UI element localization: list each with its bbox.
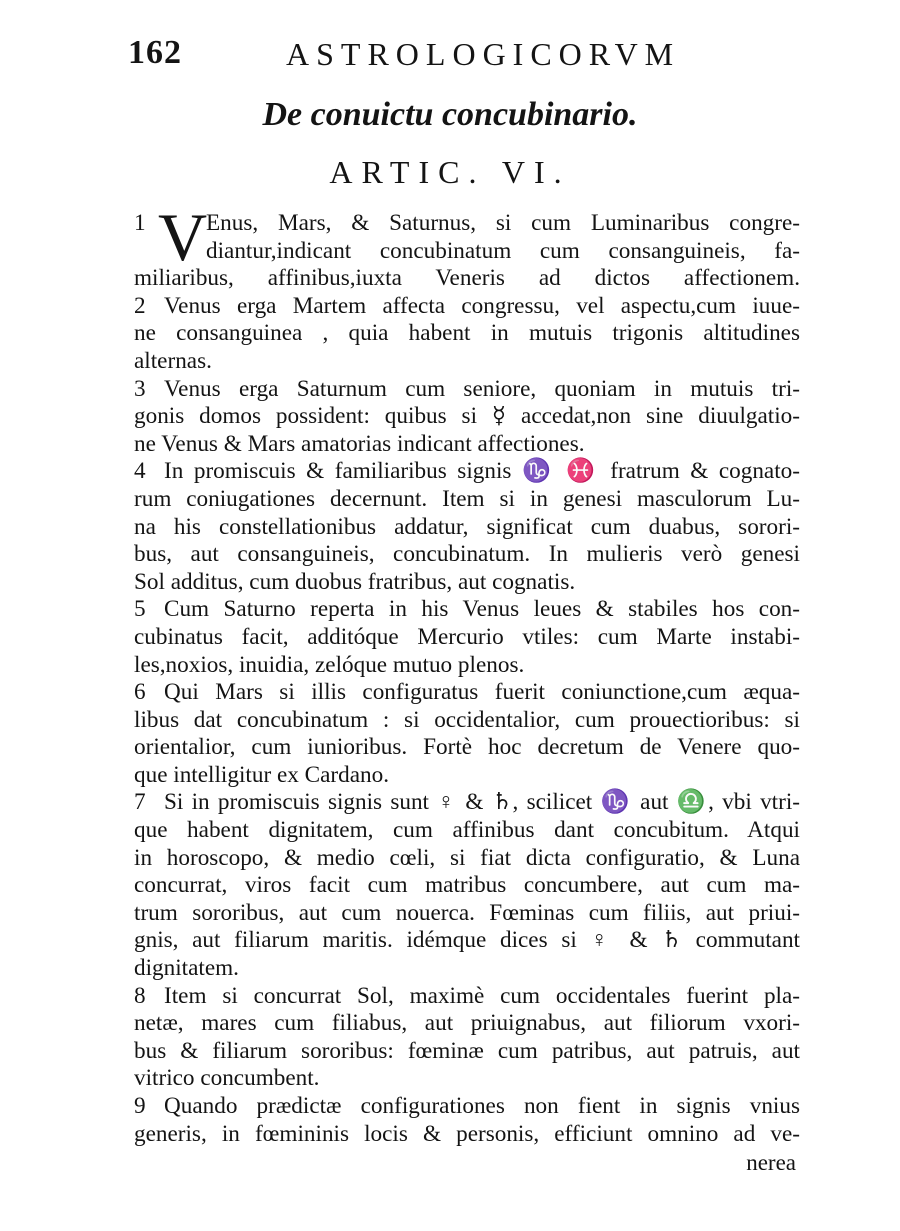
line-text: que habent dignitatem, cum affinibus dant concubitum. Atqui: [134, 817, 800, 844]
line-text: concurrat, viros facit cum matribus concumbere, aut cum ma-: [134, 872, 800, 899]
line-text: Si in promiscuis signis sunt ♀ & ♄, scilicet ♑ aut ♎, vbi vtri-: [164, 789, 800, 816]
text-line: [134, 569, 800, 597]
text-line: [134, 293, 800, 321]
line-text: que intelligitur ex Cardano.: [134, 761, 389, 788]
text-line: [134, 1010, 800, 1038]
text-line: [134, 624, 800, 652]
text-line: [134, 734, 800, 762]
line-text: vitrico concumbent.: [134, 1065, 320, 1092]
line-text: Venus erga Saturnum cum seniore, quoniam in mutuis tri-: [164, 375, 800, 402]
line-text: in horoscopo, & medio cœli, si fiat dicta configuratio, & Luna: [134, 844, 800, 871]
line-text: bus, aut consanguineis, concubinatum. In mulieris verò genesi: [134, 541, 800, 568]
line-text: Qui Mars si illis configuratus fuerit coniunctione,cum æqua-: [164, 679, 800, 706]
line-text: orientalior, cum iunioribus. Fortè hoc decretum de Venere quo-: [134, 734, 800, 761]
text-line: [134, 486, 800, 514]
text-line: [134, 817, 800, 845]
paragraph-number: 4: [134, 458, 146, 485]
line-text: na his constellationibus addatur, significat cum duabus, sorori-: [134, 513, 800, 540]
paragraph-number: 2: [134, 292, 146, 319]
line-text: Enus, Mars, & Saturnus, si cum Luminaribus congre-: [206, 210, 800, 236]
line-text: trum sororibus, aut cum nouerca. Fœminas cum filiis, aut priui-: [134, 899, 800, 926]
text-line: [134, 762, 800, 790]
text-line: [134, 541, 800, 569]
running-title: ASTROLOGICORVM: [286, 36, 681, 72]
text-line: [134, 872, 800, 900]
line-text: Sol additus, cum duobus fratribus, aut cognatis.: [134, 568, 576, 595]
line-text: bus & filiarum sororibus: fœminæ cum patribus, aut patruis, aut: [134, 1037, 800, 1064]
line-text: Item si concurrat Sol, maximè cum occidentales fuerint pla-: [164, 982, 800, 1009]
text-line: [134, 265, 800, 293]
text-line: [134, 1121, 800, 1149]
drop-cap: V: [158, 199, 208, 275]
line-text: libus dat concubinatum : si occidentalior, cum prouectioribus: si: [134, 706, 800, 733]
text-line: [134, 955, 800, 983]
text-line: [134, 845, 800, 873]
line-text: cubinatus facit, additóque Mercurio vtiles: cum Marte instabi-: [134, 623, 800, 650]
line-text: ne consanguinea , quia habent in mutuis trigonis altitudines: [134, 320, 800, 347]
text-line: [134, 458, 800, 486]
text-line: [134, 983, 800, 1011]
line-text: miliaribus, affinibus,iuxta Veneris ad dictos affectionem.: [134, 265, 800, 292]
text-line: [134, 376, 800, 404]
line-text: ne Venus & Mars amatorias indicant affectiones.: [134, 430, 585, 457]
page-number: 162: [128, 34, 182, 71]
text-line: [134, 652, 800, 680]
paragraph-number: 8: [134, 982, 146, 1009]
text-line: [134, 679, 800, 707]
text-line: [134, 927, 800, 955]
catchword: nerea: [746, 1150, 796, 1175]
paragraph-number: 6: [134, 679, 146, 706]
line-text: In promiscuis & familiaribus signis ♑ ♓ fratrum & cognato-: [164, 458, 800, 485]
text-line: [134, 403, 800, 431]
text-line: [134, 238, 800, 266]
text-line: [134, 514, 800, 542]
line-text: les,noxios, inuidia, zelóque mutuo plenos.: [134, 651, 525, 678]
paragraph-number: 5: [134, 596, 146, 623]
paragraph-number: 9: [134, 1093, 146, 1119]
line-text: dignitatem.: [134, 955, 239, 982]
text-line: [134, 900, 800, 928]
running-head: [128, 34, 808, 74]
text-line: [134, 431, 800, 459]
text-line: [134, 1065, 800, 1093]
text-line: [134, 596, 800, 624]
text-line: [134, 1038, 800, 1066]
text-line: [134, 320, 800, 348]
article-heading: ARTIC. VI.: [329, 154, 571, 190]
paragraph-number: 7: [134, 789, 146, 816]
line-text: Cum Saturno reperta in his Venus leues & stabiles hos con-: [164, 596, 800, 623]
paragraph-number: 3: [134, 375, 146, 402]
line-text: rum coniugationes decernunt. Item si in genesi masculorum Lu-: [134, 485, 800, 512]
line-text: netæ, mares cum filiabus, aut priuignabus, aut filiorum vxori-: [134, 1010, 800, 1037]
text-line: [134, 707, 800, 735]
text-line: V 1 Enus, Mars, & Saturnus, si cum Luminaribus congre-: [134, 199, 800, 275]
body-text: [134, 199, 800, 1148]
line-text: diantur,indicant concubinatum cum consanguineis, fa-: [206, 237, 800, 264]
section-title: De conuictu concubinario.: [262, 96, 638, 133]
line-text: generis, in fœmininis locis & personis, efficiunt omnino ad ve-: [134, 1120, 800, 1147]
line-text: gnis, aut filiarum maritis. idémque dices si ♀ & ♄ commutant: [134, 927, 800, 954]
line-text: gonis domos possident: quibus si ☿ accedat,non sine diuulgatio-: [134, 403, 800, 430]
text-line: [134, 789, 800, 817]
line-text: alternas.: [134, 347, 212, 374]
text-line: [134, 348, 800, 376]
line-text: Quando prædictæ configurationes non fient in signis vnius: [164, 1093, 800, 1119]
line-text: Venus erga Martem affecta congressu, vel aspectu,cum iuue-: [164, 292, 800, 319]
text-line: [134, 1093, 800, 1121]
